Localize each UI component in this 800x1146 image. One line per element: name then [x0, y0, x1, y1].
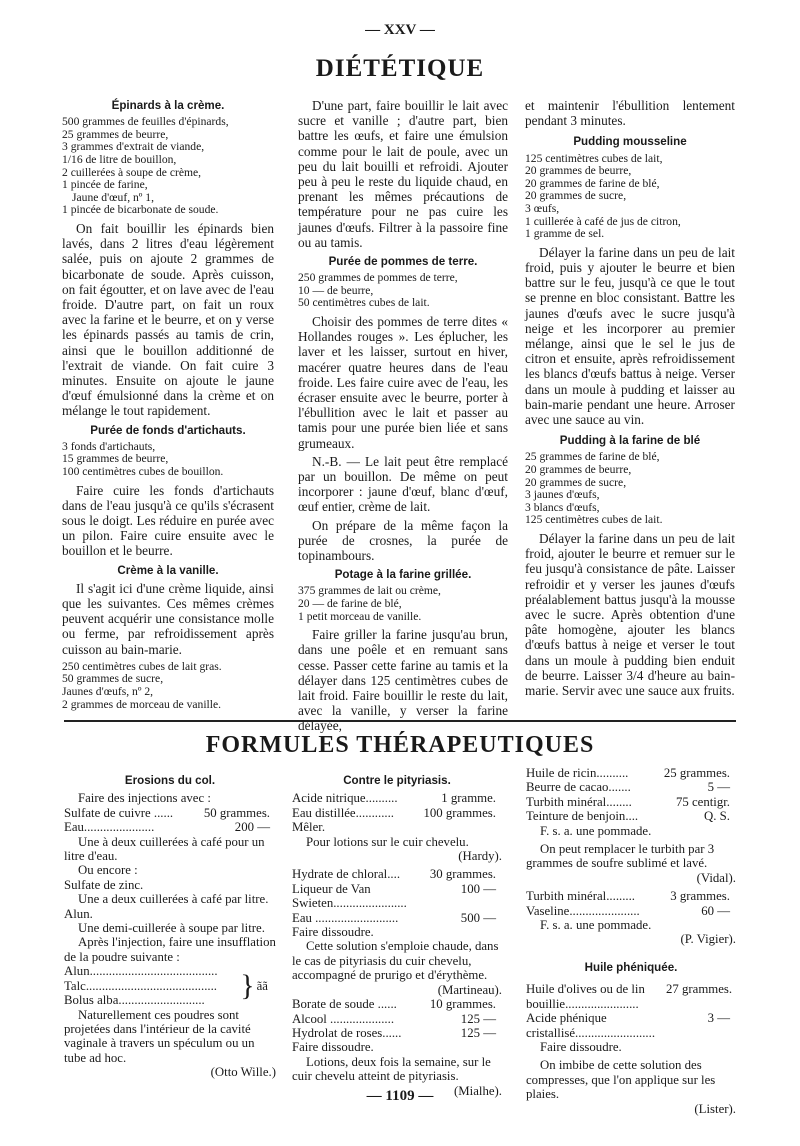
prescription-row [292, 997, 502, 1011]
author-signature: (Lister). [694, 1101, 736, 1116]
recipe-note: N.-B. — Le lait peut être remplacé par un bouillon. De même on peut incorporer : jaune d'œuf, blanc d'œuf, œuf entier, crème de lait. [298, 453, 508, 515]
substance: Beurre de cacao....... [526, 780, 631, 795]
substance: Alcool .................... [292, 1011, 395, 1026]
substance: Huile de ricin.......... [526, 766, 629, 780]
section-title-dietetique: DIÉTÉTIQUE [315, 55, 485, 82]
substance: Sulfate de cuivre ...... [64, 805, 174, 820]
formula-title: Erosions du col. [124, 774, 216, 787]
recipe-text: On prépare de la même façon la purée de crosnes, la purée de topinambours. [298, 517, 508, 564]
quantity: 100 — [460, 881, 496, 896]
formula-title: Contre le pityriasis. [343, 774, 451, 787]
formula-column-3 [526, 766, 736, 1116]
quantity: 125 — [460, 1011, 496, 1026]
formula-text: Après l'injection, faire une insufflation de la poudre suivante : [64, 935, 276, 964]
substance: Liqueur de Van Swieten....................... [292, 881, 407, 911]
ingredient: 20 grammes de sucre, [525, 189, 627, 203]
formula-text: Lotions, deux fois la semaine, sur le cuir chevelu atteint de pityriasis. [292, 1054, 491, 1084]
prescription-row [292, 1026, 502, 1040]
ingredient: 20 grammes de farine de blé, [525, 176, 660, 190]
formula-text: Naturellement ces poudres sont projetées dans l'intérieur de la cavité vaginale à travers un spéculum ou un tube ad hoc. [64, 1007, 255, 1065]
formula-text: Mêler. [292, 820, 326, 835]
recipe-title: Pudding à la farine de blé [559, 434, 701, 448]
prescription-row [292, 1012, 502, 1026]
quantity: 27 grammes. [666, 982, 733, 997]
prescription-row [526, 982, 736, 1011]
formula-text: On imbibe de cette solution des compresses, que l'on applique sur les plaies. [526, 1058, 716, 1102]
prescription-row [292, 911, 502, 925]
formula-text: Faire dissoudre. [540, 1039, 622, 1054]
quantity: 5 — [707, 780, 730, 795]
formula-text: Une a deux cuillerées à café par litre. [78, 892, 269, 907]
substance: Turbith minéral........ [526, 794, 632, 809]
formula-pityriasis [292, 774, 502, 1098]
quantity: 75 centigr. [675, 794, 730, 809]
column-1 [62, 98, 274, 715]
ingredient: Jaune d'œuf, nº 1, [72, 190, 154, 204]
quantity: 200 — [234, 820, 270, 835]
recipe-title: Potage à la farine grillée. [334, 568, 472, 582]
quantity: 30 grammes. [429, 867, 496, 882]
ingredient-list [62, 116, 274, 217]
quantity: 125 — [460, 1025, 496, 1040]
prescription-row [292, 791, 502, 805]
author-signature: (Hardy). [458, 849, 502, 864]
recipe-title: Épinards à la crème. [111, 99, 225, 112]
column-2 [298, 98, 508, 734]
formula-text: Pour lotions sur le cuir chevelu. [306, 834, 469, 849]
ingredient: 3 fonds d'artichauts, [62, 439, 156, 453]
formula-text: Faire dissoudre. [292, 1040, 374, 1055]
substance: Alun........................................ [64, 964, 218, 979]
ingredient: 1 cuillerée à café de jus de citron, [525, 214, 681, 228]
ingredient: 2 grammes de morceau de vanille. [62, 697, 222, 711]
recipe-title: Pudding mousseline [573, 135, 687, 149]
quantity: ãã [256, 978, 268, 993]
formula-text: Ou encore : [78, 863, 138, 878]
column-3 [525, 98, 735, 698]
substance: Vaseline...................... [526, 903, 640, 918]
ingredient: 20 grammes de beurre, [525, 463, 632, 476]
ingredient: 1 pincée de bicarbonate de soude. [62, 203, 219, 217]
recipe-title: Purée de pommes de terre. [328, 255, 478, 269]
ingredient: 50 centimètres cubes de lait. [298, 296, 430, 310]
quantity: 3 — [707, 1011, 730, 1026]
powder-list [64, 964, 276, 1007]
substance: Eau .......................... [292, 910, 399, 925]
ingredient: Jaunes d'œufs, nº 2, [62, 685, 154, 698]
ingredient: 3 blancs d'œufs, [525, 500, 600, 514]
ingredient: 250 grammes de pommes de terre, [298, 271, 458, 285]
formula-text: F. s. a. une pommade. [540, 823, 652, 838]
formula-erosions [64, 774, 276, 1080]
recipe-text: Choisir des pommes de terre dites « Hollandes rouges ». Les éplucher, les laver et les laisser, surtout en hiver, macérer quatre heures dans de l'eau froide. Les faire cuire avec de l'eau, les écraser ensuite avec le beurre, porter à l'ébullition avec le lait et passer au tamis pour une purée bien liée et sans grumeaux. [298, 314, 508, 451]
prescription-row [526, 904, 736, 918]
ingredient: 20 — de farine de blé, [298, 597, 402, 611]
ingredient: 125 centimètres cubes de lait. [525, 513, 663, 527]
prescription-row [292, 806, 502, 820]
ingredient: 250 centimètres cubes de lait gras. [62, 659, 222, 673]
prescription-row [526, 795, 736, 809]
substance: Turbith minéral......... [526, 889, 636, 904]
substance: Eau distillée............ [292, 805, 395, 820]
ingredient: 1 pincée de farine, [62, 178, 148, 192]
substance: Hydrolat de roses...... [292, 1025, 402, 1040]
substance: Eau...................... [64, 820, 155, 835]
prescription-row [526, 766, 736, 780]
prescription-row [64, 820, 276, 834]
formula-text: Une à deux cuillerées à café pour un litre d'eau. [64, 834, 265, 864]
recipe-text: Faire cuire les fonds d'artichauts dans de l'eau jusqu'à ce qu'ils s'écrasent sous le doigt. Les réduire en purée avec un pilon. Faire cuire ensuite avec le bouillon et le beurre. [62, 482, 274, 559]
recipe-text: Il s'agit ici d'une crème liquide, ainsi que les suivantes. Ces mêmes crèmes peuvent acquérir une consistance molle ou ferme, par refroidissement après cuisson au bain-marie. [62, 580, 274, 657]
formula-text: F. s. a. une pommade. [540, 918, 652, 933]
ingredient: 1 petit morceau de vanille. [298, 609, 422, 623]
formula-text: Faire des injections avec : [78, 791, 211, 806]
ingredient: 1 gramme de sel. [525, 227, 605, 241]
page-number: — 1109 — [366, 1088, 434, 1104]
ingredient-list [62, 661, 274, 711]
substance: Hydrate de chloral.... [292, 867, 401, 882]
prescription-row [292, 867, 502, 881]
ingredient-list [62, 441, 274, 479]
ingredient: 1/16 de litre de bouillon, [62, 152, 177, 166]
ingredient: 125 centimètres cubes de lait, [525, 151, 663, 165]
quantity: 60 — [701, 903, 730, 918]
brace-mark: } [240, 968, 255, 1002]
roman-folio: — XXV — [365, 22, 435, 38]
prescription-row [526, 809, 736, 823]
author-signature: (Martineau). [437, 982, 502, 997]
author-signature: (Vidal). [696, 870, 736, 885]
quantity: 3 grammes. [670, 889, 730, 904]
ingredient: 100 centimètres cubes de bouillon. [62, 464, 224, 478]
recipe-text: Faire griller la farine jusqu'au brun, dans une poêle et en remuant sans cesse. Passer cette farine au tamis et la délayer dans 125 centimètres cubes de lait froid. Faire bouillir le reste du lait, avec la vanille, y verser la farine délayée, [298, 627, 508, 734]
quantity: 1 gramme. [441, 791, 496, 806]
ingredient: 2 cuillerées à soupe de crème, [62, 165, 202, 179]
quantity: 25 grammes. [663, 766, 730, 780]
formula-title: Huile phéniquée. [584, 960, 678, 974]
recipe-text: Délayer la farine dans un peu de lait froid, ajouter le beurre et remuer sur le feu jusqu'à consistance de pâte. Laisser refroidir et y verser les jaunes d'œufs préalablement battus jusqu'à la mousse avec le sucre. Après obtention d'une pâte homogène, ajouter les blancs d'œufs battus à neige et verser le tout dans un moule à pudding bien enduit de beurre. Laisser 3/4 d'heure au bain-marie. Servir avec une sauce aux fruits. [525, 530, 735, 698]
ingredient-list [525, 451, 735, 527]
ingredient: 3 œufs, [525, 201, 560, 215]
substance: Huile d'olives ou de lin bouillie....................... [526, 982, 645, 1011]
ingredient-list [298, 272, 508, 310]
substance: Acide phénique cristallisé......................... [526, 1011, 656, 1040]
formula-text: Alun. [64, 906, 93, 921]
prescription-row [526, 889, 736, 903]
ingredient-list [298, 585, 508, 623]
recipe-text: Délayer la farine dans un peu de lait froid, puis y ajouter le beurre et bien battre sur le feu, jusqu'à ce que le tout se prenne en bloc consistant. Battre les jaunes d'œufs avec le sucre jusqu'à neige et les incorporer au premier mélange, ainsi que le sel le jus de citron et ensuite, après refroidissement les blancs d'œufs battus à neige. Verser dans un moule à pudding et laisser au bain-marie pendant une heure. Arroser avec une sauce au vin. [525, 244, 735, 427]
prescription-row [64, 806, 276, 820]
substance: Talc......................................... [64, 978, 218, 993]
quantity: 500 — [460, 910, 496, 925]
substance: Borate de soude ...... [292, 997, 397, 1012]
recipe-title: Purée de fonds d'artichauts. [90, 423, 246, 437]
quantity: 100 grammes. [423, 805, 496, 820]
formula-text: Cette solution s'emploie chaude, dans le cas de pityriasis du cuir chevelu, accompagné de prurigo et d'érythème. [292, 939, 499, 983]
substance: Bolus alba........................... [64, 993, 205, 1008]
quantity: Q. S. [704, 809, 730, 824]
prescription-row [526, 1011, 736, 1040]
recipe-text: et maintenir l'ébullition lentement pendant 3 minutes. [525, 98, 735, 129]
recipe-text: D'une part, faire bouillir le lait avec sucre et vanille ; d'autre part, bien battre les œufs, et faire une émulsion comme pour le lait de poule, avec un peu du lait bouilli et refroidi. Ajouter peu à peu le reste du liquide chaud, en prenant les mêmes précautions de température pour ne pas cuire les jaunes d'œufs. Filtrer à la passoire fine ou au tamis. [298, 98, 508, 250]
ingredient: 375 grammes de lait ou crème, [298, 584, 441, 598]
section-title-formules: FORMULES THÉRAPEUTIQUES [205, 732, 595, 758]
author-signature: (Mialhe). [454, 1083, 502, 1098]
ingredient: 500 grammes de feuilles d'épinards, [62, 115, 229, 129]
ingredient: 25 grammes de farine de blé, [525, 450, 660, 464]
author-signature: (P. Vigier). [680, 932, 736, 947]
recipe-title: Crème à la vanille. [117, 563, 219, 577]
ingredient: 3 grammes d'extrait de viande, [62, 140, 205, 154]
ingredient: 25 grammes de beurre, [62, 127, 169, 141]
formula-text: Faire dissoudre. [292, 925, 374, 940]
ingredient: 3 jaunes d'œufs, [525, 488, 600, 502]
recipe-text: On fait bouillir les épinards bien lavés, dans 2 litres d'eau légèrement salée, puis on ajoute 2 grammes de bicarbonate de soude. Après cuisson, on fait égoutter, et on lave avec de l'eau froide. D'autre part, on fait un roux avec la farine et le beurre, et on y verse les épinards passés au tamis de crin, ainsi que le bouillon additionné de l'extrait de viande. On fait cuire 3 minutes. Ensuite on ajoute le jaune d'œuf émulsionné dans la crème et on mélange le tout rapidement. [62, 220, 274, 419]
substance: Acide nitrique.......... [292, 791, 398, 806]
ingredient-list [525, 153, 735, 241]
ingredient: 15 grammes de beurre, [62, 452, 169, 466]
prescription-row [526, 780, 736, 794]
prescription-row [292, 882, 502, 911]
quantity: 50 grammes. [203, 805, 270, 820]
ingredient: 20 grammes de beurre, [525, 164, 632, 178]
author-signature: (Otto Wille.) [210, 1065, 276, 1080]
formula-text: Une demi-cuillerée à soupe par litre. [78, 921, 265, 936]
ingredient: 50 grammes de sucre, [62, 672, 164, 686]
ingredient: 10 — de beurre, [298, 283, 374, 297]
formula-text: Sulfate de zinc. [64, 877, 144, 892]
section-divider [64, 720, 736, 722]
ingredient: 20 grammes de sucre, [525, 475, 627, 489]
formula-text: On peut remplacer le turbith par 3 grammes de soufre sublimé et lavé. [526, 842, 715, 871]
quantity: 10 grammes. [429, 997, 496, 1012]
substance: Teinture de benjoin.... [526, 809, 639, 824]
